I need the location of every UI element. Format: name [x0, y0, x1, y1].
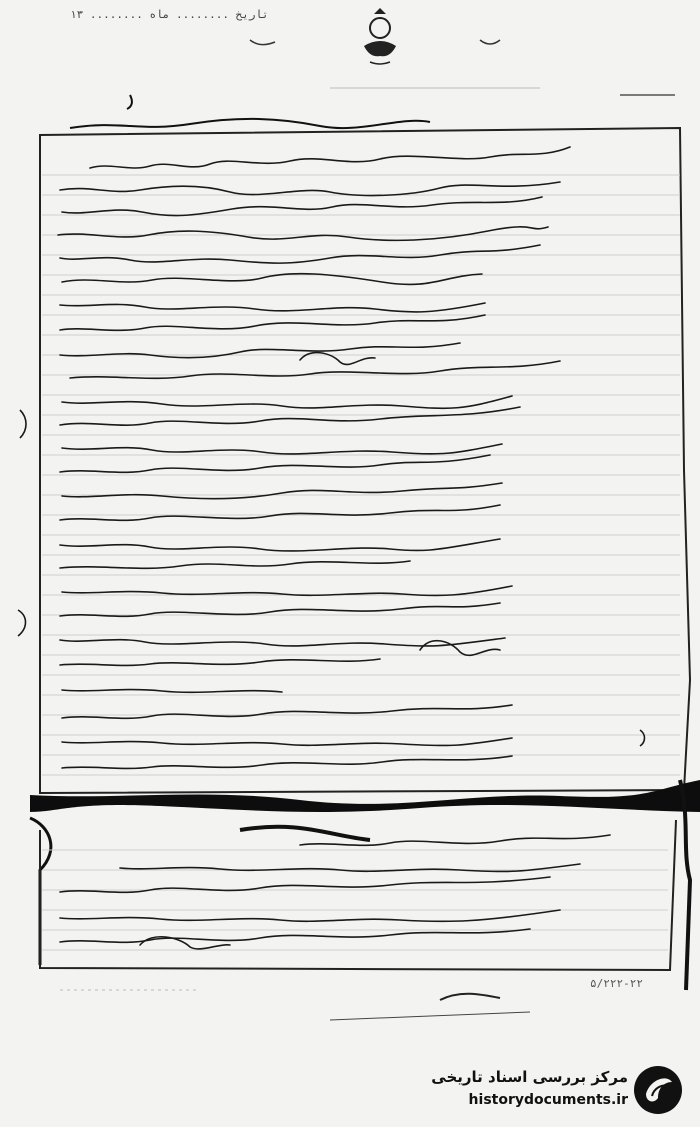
logo-name-fa: مرکز بررسی اسناد تاریخی	[431, 1068, 628, 1086]
date-field: تاریخ ........ ماه ........ ۱۳	[70, 8, 269, 21]
archive-reference: ۵/۲۲۲-۲۲	[590, 977, 643, 990]
archive-logo	[420, 1062, 690, 1120]
logo-site: historydocuments.ir	[468, 1092, 628, 1108]
document-roll-logo-icon	[632, 1064, 684, 1116]
